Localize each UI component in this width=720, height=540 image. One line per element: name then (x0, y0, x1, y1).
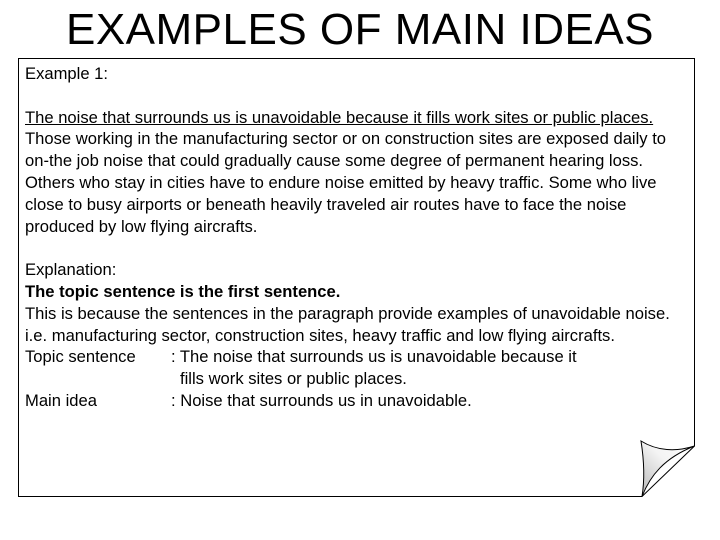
example-paragraph (25, 107, 690, 238)
main-idea-row (25, 390, 690, 412)
explanation-body: This is because the sentences in the paragraph provide examples of unavoidable noise. i.e. manufacturing sector, construction sites, heavy traffic and low flying aircrafts. (25, 303, 670, 345)
topic-sentence-row (25, 346, 690, 368)
topic-sentence-value-line1: : The noise that surrounds us is unavoidable because it (171, 347, 577, 367)
main-idea-value: : Noise that surrounds us in unavoidable. (171, 390, 472, 410)
example-label: Example 1: (25, 64, 109, 83)
topic-sentence-text: The noise that surrounds us is unavoidable because it fills work sites or public places. (25, 107, 654, 127)
explanation-bold-line: The topic sentence is the first sentence. (25, 281, 341, 301)
main-idea-label: Main idea (25, 390, 97, 410)
topic-sentence-value-line2: fills work sites or public places. (180, 369, 407, 389)
explanation-label: Explanation: (25, 260, 117, 280)
topic-sentence-row-cont (25, 368, 690, 390)
note-content (25, 63, 690, 412)
topic-sentence-label: Topic sentence (25, 347, 136, 367)
slide-title: EXAMPLES OF MAIN IDEAS (65, 5, 655, 54)
paragraph-rest-text: Those working in the manufacturing sector or on construction sites are exposed daily to on-the job noise that could gradually cause some degree of permanent hearing loss. Others who stay in cities have to endure noise emitted by heavy traffic. Some who live close to busy airports or beneath heavily traveled air routes have to face the noise produced by low flying aircrafts. (25, 129, 667, 236)
